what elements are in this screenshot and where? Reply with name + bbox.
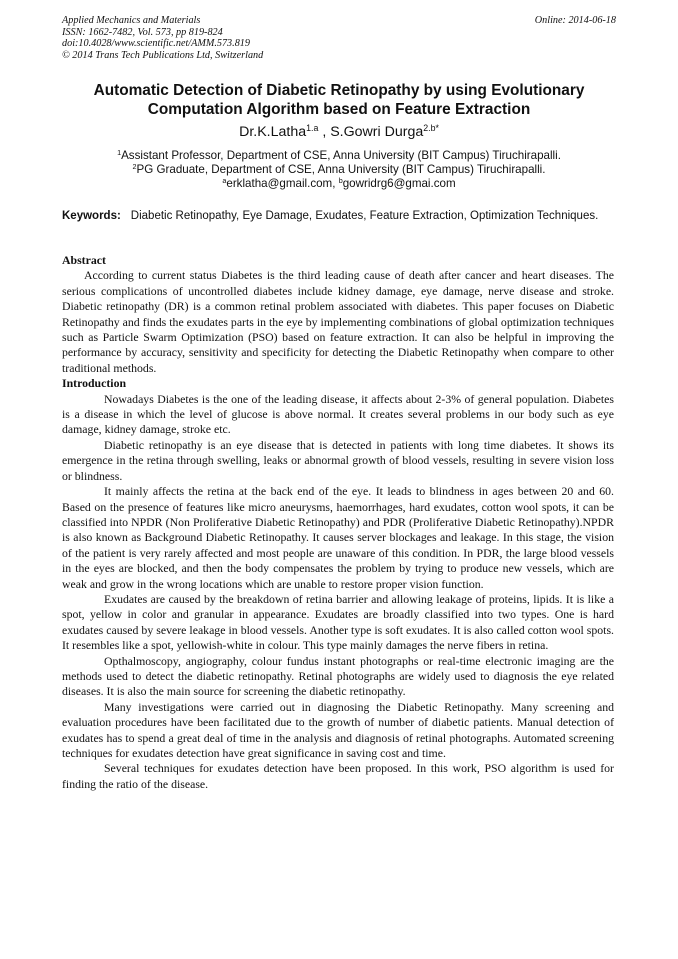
introduction-section	[62, 376, 614, 792]
keywords-block	[62, 209, 616, 224]
paper-title: Automatic Detection of Diabetic Retinopathy by using Evolutionary Computation Algorithm based on Feature Extraction	[93, 82, 585, 118]
keywords-text: Diabetic Retinopathy, Eye Damage, Exudates, Feature Extraction, Optimization Techniques.	[130, 210, 599, 222]
author-name: Dr.K.Latha	[239, 124, 307, 140]
abstract-paragraph: According to current status Diabetes is the third leading cause of death after cancer and heart diseases. The serious complications of uncontrolled diabetes include kidney damage, eye damage, nerve disease and stroke. Diabetic retinopathy (DR) is a common retinal problem associated with diabetes. This paper focuses on Diabetic Retinopathy and finds the exudates parts in the eye by implementing combinations of global optimization techniques such as Particle Swarm Optimization (PSO) based on feature extraction. It can also be helpful in improving the performance by accuracy, sensitivity and specificity for detecting the Diabetic Retinopathy when compare to other traditional methods.	[62, 268, 614, 375]
introduction-heading: Introduction	[62, 376, 127, 391]
journal-issn: ISSN: 1662-7482, Vol. 573, pp 819-824	[62, 26, 223, 38]
journal-name: Applied Mechanics and Materials	[62, 15, 201, 26]
paper-body	[62, 253, 614, 792]
author-superscript: 2.b*	[423, 123, 439, 134]
affiliations	[62, 149, 616, 192]
paragraph: Nowadays Diabetes is the one of the leading disease, it affects about 2-3% of general population. Diabetes is a disease in which the level of glucose is above normal. It creates several problems in our body such as eye damage, kidney damage, stroke etc.	[62, 391, 614, 437]
author-name: S.Gowri Durga	[330, 124, 424, 140]
paragraph: Exudates are caused by the breakdown of retina barrier and allowing leakage of proteins, lipids. It is like a spot, yellow in color and granular in appearance. Exudates are broadly classified into two types. One is hard exudates caused by severe leakage in blood vessels. Another type is soft exudates. It is also called cotton wool spots. It resembles like a spot, yellowish-white in colour. This type mainly damages the nerve fibers in retina.	[62, 591, 614, 653]
online-date: Online: 2014-06-18	[534, 15, 616, 26]
author-separator: ,	[318, 124, 331, 140]
abstract-section	[62, 253, 614, 376]
journal-doi: doi:10.4028/www.scientific.net/AMM.573.819	[62, 38, 250, 50]
email-line: $^a$erklatha@gmail.com, $^b$gowridrg6@gmai.com	[222, 176, 456, 191]
journal-header	[62, 15, 616, 61]
affiliation-line: $^1$Assistant Professor, Department of CSE, Anna University (BIT Campus) Tiruchirapalli.	[117, 148, 561, 162]
email-link[interactable]: gowridrg6@gmai.com	[342, 177, 456, 191]
paragraph: Diabetic retinopathy is an eye disease that is detected in patients with long time diabetes. It shows its emergence in the retina through swelling, leaks or abnormal growth of blood vessels, resulting in severe vision loss or blindness.	[62, 437, 614, 483]
abstract-heading: Abstract	[62, 253, 106, 267]
paragraph: Many investigations were carried out in diagnosing the Diabetic Retinopathy. Many screening and evaluation procedures have been facilitated due to the growth of number of diabetic patients. Manual detection of exudates has to spend a great deal of time in the analysis and diagnosis of retinal photographs. Automated screening techniques for exudates detection have great significance in saving cost and time.	[62, 699, 614, 760]
email-link[interactable]: erklatha@gmail.com,	[226, 177, 336, 191]
keywords-label: Keywords:	[62, 210, 121, 222]
journal-copyright: © 2014 Trans Tech Publications Ltd, Switzerland	[62, 49, 264, 61]
author-line	[62, 124, 616, 140]
paragraph: It mainly affects the retina at the back end of the eye. It leads to blindness in ages between 20 and 60. Based on the presence of features like micro aneurysms, haemorrhages, hard exudates, cotton wool spots, it can be classified into NPDR (Non Proliferative Diabetic Retinopathy) and PDR (Proliferative Diabetic Retinopathy).NPDR is also known as Background Diabetic Retinopathy. It causes server blockages and leakage. In this stage, the vision of the patient is very rarely affected and most people are unaware of this condition. In PDR, the large blood vessels in the eyes are blocked, and then the body compensates the problem by trying to produce new vessels, which are weak and grow in the wrong locations which are unable to restore proper vision function.	[62, 484, 614, 591]
paragraph: Several techniques for exudates detection have been proposed. In this work, PSO algorithm is used for finding the ratio of the disease.	[62, 761, 614, 791]
paragraph: Opthalmoscopy, angiography, colour fundus instant photographs or real-time electronic imaging are the methods used to detect the diabetic retinopathy. Retinal photographs are widely used to diagnosis the eye related diseases. It is also the main source for screening the diabetic retinopathy.	[62, 653, 614, 699]
author-superscript: 1.a	[306, 123, 319, 134]
affiliation-line: $^2$PG Graduate, Department of CSE, Anna University (BIT Campus) Tiruchirapalli.	[132, 162, 546, 177]
